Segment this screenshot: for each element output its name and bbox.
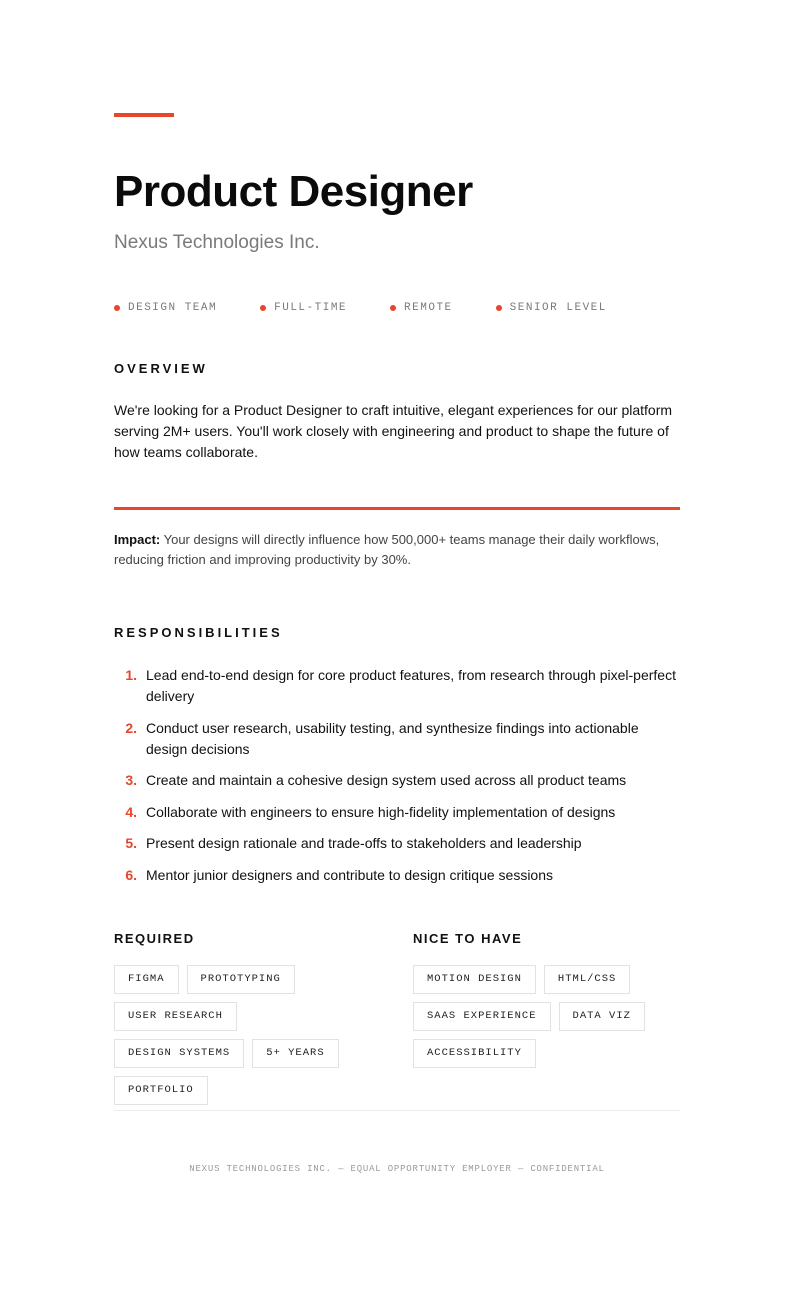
skill-pill: SAAS EXPERIENCE bbox=[413, 1002, 551, 1031]
meta-tag-type bbox=[260, 302, 347, 314]
meta-tag-label: FULL-TIME bbox=[274, 302, 348, 314]
skill-pill: HTML/CSS bbox=[544, 965, 630, 994]
list-item-text: Lead end-to-end design for core product features, from research through pixel-perfect delivery bbox=[146, 667, 676, 704]
overview-heading: OVERVIEW bbox=[114, 361, 208, 376]
list-item-number: 2. bbox=[125, 719, 137, 736]
meta-tag-label: SENIOR LEVEL bbox=[509, 302, 607, 314]
list-item bbox=[114, 665, 680, 707]
skill-pill: PORTFOLIO bbox=[114, 1076, 208, 1105]
impact-callout bbox=[114, 530, 680, 570]
list-item bbox=[114, 770, 680, 791]
company-name: Nexus Technologies Inc. bbox=[114, 232, 320, 253]
list-item-text: Mentor junior designers and contribute to design critique sessions bbox=[146, 866, 554, 883]
responsibilities-heading: RESPONSIBILITIES bbox=[114, 625, 283, 640]
list-item-text: Conduct user research, usability testing, and synthesize findings into actionable design decisions bbox=[146, 719, 639, 757]
meta-tag-team bbox=[114, 302, 217, 314]
skill-pill: DESIGN SYSTEMS bbox=[114, 1039, 244, 1068]
bullet-dot-icon bbox=[260, 305, 266, 311]
skill-pill: DATA VIZ bbox=[559, 1002, 645, 1031]
list-item bbox=[114, 802, 680, 823]
responsibilities-list bbox=[114, 665, 680, 886]
impact-divider bbox=[114, 507, 680, 510]
bullet-dot-icon bbox=[496, 305, 502, 311]
list-item-number: 6. bbox=[125, 866, 137, 883]
job-title: Product Designer bbox=[114, 167, 473, 216]
bullet-dot-icon bbox=[114, 305, 120, 311]
list-item-number: 5. bbox=[125, 835, 137, 852]
required-skills bbox=[114, 931, 382, 1113]
list-item-number: 1. bbox=[125, 667, 137, 683]
skill-pill: FIGMA bbox=[114, 965, 179, 994]
meta-tag-label: REMOTE bbox=[404, 302, 453, 314]
meta-tag-level bbox=[496, 302, 607, 314]
meta-tags bbox=[114, 300, 607, 316]
list-item-text: Collaborate with engineers to ensure high-fidelity implementation of designs bbox=[146, 803, 616, 820]
required-skill-list bbox=[114, 965, 382, 1113]
list-item-number: 4. bbox=[125, 803, 137, 820]
impact-text: Your designs will directly influence how 500,000+ teams manage their daily workflows, reducing friction and improving productivity by 30%. bbox=[114, 532, 660, 567]
list-item bbox=[114, 833, 680, 854]
skill-pill: MOTION DESIGN bbox=[413, 965, 536, 994]
meta-tag-location bbox=[390, 302, 453, 314]
nice-to-have-heading: NICE TO HAVE bbox=[413, 931, 523, 946]
list-item-text: Present design rationale and trade-offs to stakeholders and leadership bbox=[146, 835, 582, 852]
skill-pill: 5+ YEARS bbox=[252, 1039, 338, 1068]
footer-divider bbox=[114, 1110, 680, 1111]
list-item-number: 3. bbox=[125, 772, 137, 789]
bullet-dot-icon bbox=[390, 305, 396, 311]
impact-label: Impact: bbox=[114, 532, 161, 547]
nice-to-have-skills bbox=[413, 931, 681, 1076]
accent-bar bbox=[114, 113, 174, 117]
list-item bbox=[114, 865, 680, 886]
skill-pill: PROTOTYPING bbox=[187, 965, 295, 994]
list-item-text: Create and maintain a cohesive design system used across all product teams bbox=[146, 772, 627, 789]
list-item bbox=[114, 718, 680, 760]
skill-pill: USER RESEARCH bbox=[114, 1002, 237, 1031]
nice-to-have-skill-list bbox=[413, 965, 681, 1076]
required-heading: REQUIRED bbox=[114, 931, 195, 946]
footer-text: NEXUS TECHNOLOGIES INC. — EQUAL OPPORTUNITY EMPLOYER — CONFIDENTIAL bbox=[189, 1164, 605, 1174]
meta-tag-label: DESIGN TEAM bbox=[128, 302, 218, 314]
overview-text: We're looking for a Product Designer to craft intuitive, elegant experiences for our platform serving 2M+ users. You'll work closely with engineering and product to shape the future of how teams collaborate. bbox=[114, 402, 673, 460]
skill-pill: ACCESSIBILITY bbox=[413, 1039, 536, 1068]
